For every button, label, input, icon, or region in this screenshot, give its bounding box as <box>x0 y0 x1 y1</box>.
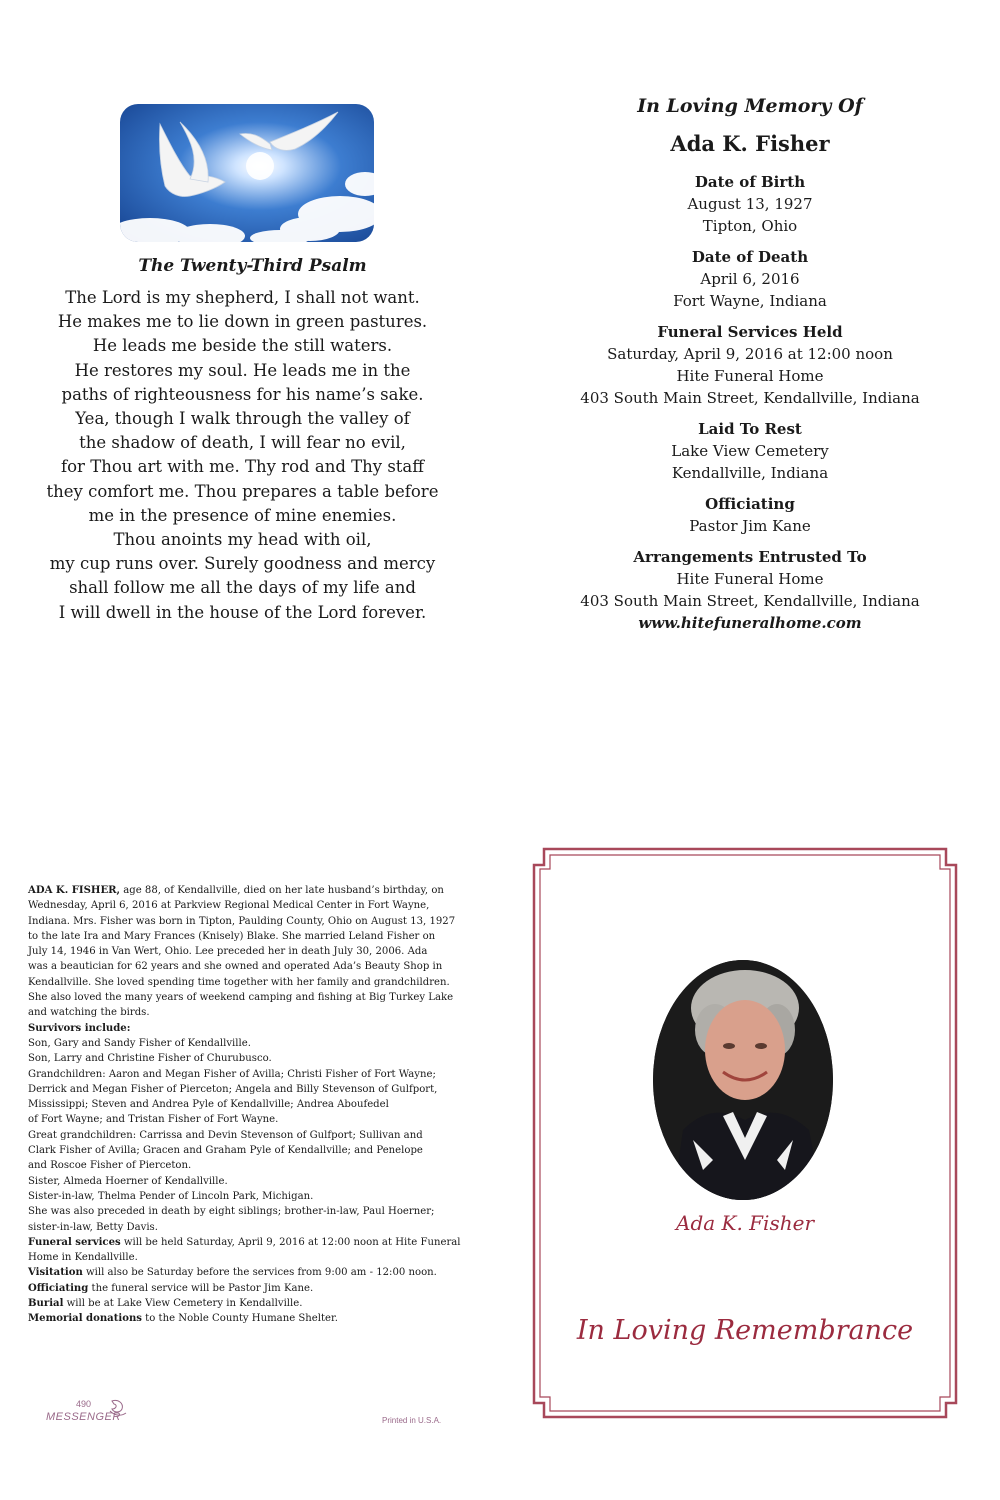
section-line: 403 South Main Street, Kendallville, Indiana <box>580 592 920 610</box>
psalm-line: the shadow of death, I will fear no evil, <box>79 433 406 453</box>
section-line: Hite Funeral Home <box>676 367 824 385</box>
section-heading: Date of Birth <box>694 173 806 191</box>
psalm-title: The Twenty-Third Psalm <box>138 256 367 276</box>
obituary-line: and watching the birds. <box>28 1007 150 1019</box>
obituary-line: She also loved the many years of weekend camping and fishing at Big Turkey Lake <box>28 992 454 1004</box>
obituary-line: Clark Fisher of Avilla; Gracen and Graham Pyle of Kendallville; and Penelope <box>28 1145 423 1157</box>
section-line: April 6, 2016 <box>700 270 800 288</box>
psalm-line: Yea, though I walk through the valley of <box>75 409 410 429</box>
section-heading: Arrangements Entrusted To <box>633 548 867 566</box>
obituary-line: of Fort Wayne; and Tristan Fisher of Fort Wayne. <box>28 1114 279 1126</box>
psalm-line: paths of righteousness for his name’s sake. <box>61 384 424 404</box>
obituary-line: Son, Larry and Christine Fisher of Churubusco. <box>28 1053 272 1065</box>
section-heading: Laid To Rest <box>698 420 802 438</box>
cover-name: Ada K. Fisher <box>676 1211 814 1235</box>
deceased-name: Ada K. Fisher <box>670 131 830 156</box>
psalm-line: I will dwell in the house of the Lord forever. <box>58 602 427 622</box>
obituary-line: Son, Gary and Sandy Fisher of Kendallville. <box>28 1037 251 1049</box>
section-line: August 13, 1927 <box>687 195 813 213</box>
psalm-line: me in the presence of mine enemies. <box>88 505 397 525</box>
obituary-line: Mississippi; Steven and Andrea Pyle of Kendallville; Andrea Aboufedel <box>28 1099 389 1111</box>
obituary-text <box>28 883 468 1327</box>
section-line: Saturday, April 9, 2016 at 12:00 noon <box>607 345 893 363</box>
death-section <box>560 246 940 312</box>
psalm-text <box>40 286 445 625</box>
section-line: Kendallville, Indiana <box>671 464 829 482</box>
obituary-line: ADA K. FISHER, age 88, of Kendallville, died on her late husband’s birthday, on <box>28 885 444 896</box>
psalm-line: Thou anoints my head with oil, <box>113 530 372 550</box>
obituary-line: Derrick and Megan Fisher of Pierceton; Angela and Billy Stevenson of Gulfport, <box>28 1083 438 1095</box>
psalm-line: shall follow me all the days of my life and <box>69 578 416 598</box>
obituary-line: July 14, 1946 in Van Wert, Ohio. Lee preceded her in death July 30, 2006. Ada <box>28 946 428 958</box>
arrangements-section <box>560 546 940 634</box>
doves-photo <box>120 104 374 242</box>
services-section <box>560 321 940 409</box>
obituary-line: Kendallville. She loved spending time together with her family and grandchildren. <box>28 976 450 988</box>
psalm-line: He makes me to lie down in green pastures. <box>57 312 428 332</box>
obituary-line: Funeral services will be held Saturday, April 9, 2016 at 12:00 noon at Hite Funeral <box>28 1236 461 1248</box>
obituary-line: sister-in-law, Betty Davis. <box>28 1221 158 1233</box>
survivors-heading: Survivors include: <box>28 1022 131 1034</box>
obituary-line: was a beautician for 62 years and she owned and operated Ada’s Beauty Shop in <box>28 961 443 973</box>
birth-section <box>560 171 940 237</box>
section-line: Tipton, Ohio <box>702 217 798 235</box>
section-line: Lake View Cemetery <box>671 442 829 460</box>
portrait-photo <box>653 960 833 1200</box>
obituary-line: Sister-in-law, Thelma Pender of Lincoln Park, Michigan. <box>28 1190 314 1202</box>
funeral-home-website: www.hitefuneralhome.com <box>638 614 862 632</box>
memorial-heading: In Loving Memory Of <box>637 95 863 117</box>
psalm-line: He restores my soul. He leads me in the <box>74 360 411 380</box>
memorial-details <box>560 93 940 643</box>
obituary-line: and Roscoe Fisher of Pierceton. <box>28 1160 192 1172</box>
obituary-line: Memorial donations to the Noble County Humane Shelter. <box>28 1313 338 1325</box>
psalm-line: they comfort me. Thou prepares a table before <box>46 481 439 501</box>
obituary-line: Indiana. Mrs. Fisher was born in Tipton, Paulding County, Ohio on August 13, 1927 <box>28 915 456 927</box>
section-heading: Funeral Services Held <box>657 323 843 341</box>
psalm-line: my cup runs over. Surely goodness and mercy <box>49 554 436 574</box>
portrait-image <box>653 960 833 1200</box>
rest-section <box>560 418 940 484</box>
psalm-line: for Thou art with me. Thy rod and Thy staff <box>61 457 424 477</box>
obituary-line: Grandchildren: Aaron and Megan Fisher of Avilla; Christi Fisher of Fort Wayne; <box>28 1068 436 1080</box>
obituary-line: Officiating the funeral service will be Pastor Jim Kane. <box>28 1282 314 1294</box>
obituary-line: She was also preceded in death by eight siblings; brother-in-law, Paul Hoerner; <box>28 1206 435 1218</box>
logo-word: MESSENGER <box>46 1411 121 1423</box>
doves-image <box>120 104 374 242</box>
psalm-line: The Lord is my shepherd, I shall not want. <box>65 288 420 307</box>
section-line: Fort Wayne, Indiana <box>673 292 827 310</box>
section-line: Pastor Jim Kane <box>689 517 811 535</box>
section-heading: Officiating <box>705 495 795 513</box>
obituary-line: Great grandchildren: Carrissa and Devin Stevenson of Gulfport; Sullivan and <box>28 1129 423 1141</box>
printed-in-label: Printed in U.S.A. <box>382 1416 442 1425</box>
section-line: 403 South Main Street, Kendallville, Indiana <box>580 389 920 407</box>
officiating-section <box>560 493 940 537</box>
obituary-line: Home in Kendallville. <box>28 1252 138 1264</box>
section-heading: Date of Death <box>691 248 809 266</box>
section-line: Hite Funeral Home <box>676 570 824 588</box>
cover-title: In Loving Remembrance <box>576 1315 914 1346</box>
obituary-line: Visitation will also be Saturday before the services from 9:00 am - 12:00 noon. <box>28 1267 437 1279</box>
obituary-line: to the late Ira and Mary Frances (Knisely) Blake. She married Leland Fisher on <box>28 930 436 942</box>
logo-number: 490 <box>76 1399 92 1409</box>
obituary-line: Burial will be at Lake View Cemetery in Kendallville. <box>28 1298 303 1310</box>
psalm-line: He leads me beside the still waters. <box>92 336 393 356</box>
obituary-line: Wednesday, April 6, 2016 at Parkview Regional Medical Center in Fort Wayne, <box>28 900 430 912</box>
obituary-line: Sister, Almeda Hoerner of Kendallville. <box>28 1175 228 1187</box>
